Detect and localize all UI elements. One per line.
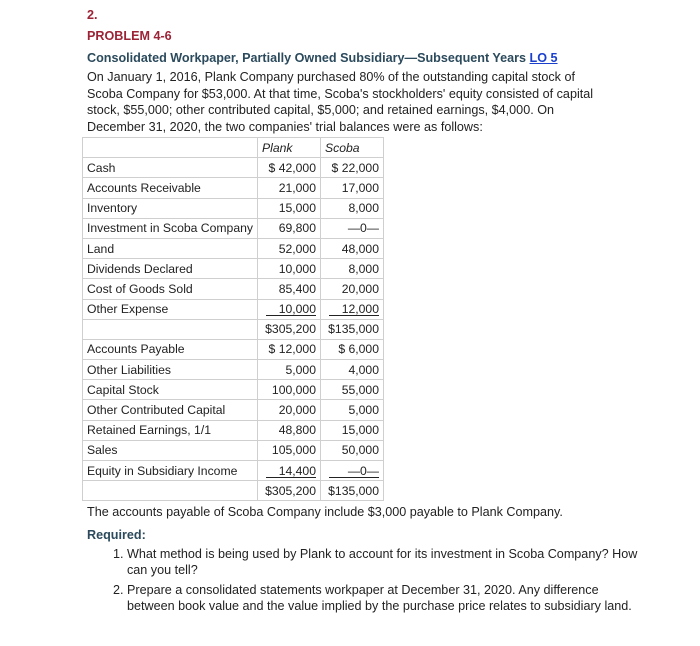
plank-value-cell xyxy=(257,481,320,501)
row-label-cell xyxy=(83,319,258,339)
row-label-cell xyxy=(83,420,258,440)
row-label: Investment in Scoba Company xyxy=(87,221,253,236)
plank-value-cell xyxy=(257,218,320,238)
table-row xyxy=(83,400,384,420)
plank-value-cell xyxy=(257,299,320,319)
row-label: Accounts Payable xyxy=(87,342,185,357)
plank-value: 48,800 xyxy=(278,423,316,438)
plank-value-cell xyxy=(257,158,320,178)
plank-value-cell xyxy=(257,339,320,359)
scoba-value-cell xyxy=(320,380,383,400)
plank-value-cell xyxy=(257,440,320,460)
plank-value-cell xyxy=(257,259,320,279)
plank-value-cell xyxy=(257,279,320,299)
row-label-cell xyxy=(83,400,258,420)
row-label: Land xyxy=(87,241,115,256)
row-label-cell xyxy=(83,380,258,400)
plank-value: 15,000 xyxy=(278,201,316,216)
scoba-value: 15,000 xyxy=(341,423,379,438)
row-label: Retained Earnings, 1/1 xyxy=(87,423,211,438)
scoba-value-cell xyxy=(320,461,383,481)
scoba-value-cell xyxy=(320,198,383,218)
plank-value: 10,000 xyxy=(278,261,316,276)
intro-paragraph: On January 1, 2016, Plank Company purchased 80% of the outstanding capital stock of Scoba Company for $53,000. At that time, Scoba's stockholders' equity consisted of capital stock, $55,000; other contributed capital, $5,000; and retained earnings, $4,000. On December 31, 2020, the two companies' trial balances were as follows: xyxy=(87,70,594,134)
row-label-cell xyxy=(83,299,258,319)
scoba-value: $135,000 xyxy=(328,483,379,498)
row-label: Sales xyxy=(87,443,118,458)
scoba-value-cell xyxy=(320,299,383,319)
plank-value: 20,000 xyxy=(278,403,316,418)
scoba-value-cell xyxy=(320,259,383,279)
plank-value: 52,000 xyxy=(278,241,316,256)
problem-subtitle xyxy=(87,51,558,65)
row-label-cell xyxy=(83,218,258,238)
plank-value: 100,000 xyxy=(271,382,316,397)
row-label-cell xyxy=(83,481,258,501)
scoba-value: 17,000 xyxy=(341,180,379,195)
scoba-value: —0— xyxy=(347,221,379,236)
scoba-value: 20,000 xyxy=(341,281,379,296)
column-header: Scoba xyxy=(320,138,383,158)
plank-value-cell xyxy=(257,198,320,218)
required-list xyxy=(87,546,647,618)
plank-value-cell xyxy=(257,380,320,400)
row-label: Cost of Goods Sold xyxy=(87,281,193,296)
learning-objective-link[interactable]: LO 5 xyxy=(529,51,558,65)
table-row xyxy=(83,339,384,359)
column-header xyxy=(83,138,258,158)
plank-value: 85,400 xyxy=(278,281,316,296)
plank-value: 10,000 xyxy=(266,303,316,316)
scoba-value: 55,000 xyxy=(341,382,379,397)
plank-value-cell xyxy=(257,400,320,420)
plank-value: $305,200 xyxy=(265,322,316,337)
scoba-value: —0— xyxy=(329,465,379,478)
scoba-value-cell xyxy=(320,319,383,339)
row-label: Other Liabilities xyxy=(87,362,171,377)
table-row xyxy=(83,218,384,238)
plank-value-cell xyxy=(257,420,320,440)
row-label: Dividends Declared xyxy=(87,261,193,276)
row-label-cell xyxy=(83,259,258,279)
row-label: Inventory xyxy=(87,201,138,216)
plank-value: $ 12,000 xyxy=(268,342,316,357)
scoba-value-cell xyxy=(320,178,383,198)
scoba-value-cell xyxy=(320,279,383,299)
table-row xyxy=(83,380,384,400)
plank-value-cell xyxy=(257,319,320,339)
plank-value-cell xyxy=(257,360,320,380)
scoba-value: $ 22,000 xyxy=(331,160,379,175)
table-row xyxy=(83,279,384,299)
required-item: 2. Prepare a consolidated statements workpaper at December 31, 2020. Any difference between book value and the value implied by the purchase price relates to subsidiary land. xyxy=(127,582,647,614)
table-row xyxy=(83,299,384,319)
row-label: Cash xyxy=(87,160,116,175)
row-label-cell xyxy=(83,360,258,380)
table-row xyxy=(83,178,384,198)
row-label-cell xyxy=(83,279,258,299)
required-item: 1. What method is being used by Plank to account for its investment in Scoba Company? How can you tell? xyxy=(127,546,647,578)
scoba-value-cell xyxy=(320,481,383,501)
row-label: Accounts Receivable xyxy=(87,180,201,195)
scoba-value: 50,000 xyxy=(341,443,379,458)
scoba-value: $135,000 xyxy=(328,322,379,337)
scoba-value-cell xyxy=(320,360,383,380)
table-row xyxy=(83,238,384,258)
scoba-value: 8,000 xyxy=(348,201,379,216)
table-row xyxy=(83,198,384,218)
trial-balance-table xyxy=(82,137,384,501)
scoba-value-cell xyxy=(320,218,383,238)
scoba-value: 12,000 xyxy=(329,303,379,316)
note-text: The accounts payable of Scoba Company include $3,000 payable to Plank Company. xyxy=(87,505,563,519)
row-label-cell xyxy=(83,158,258,178)
table-row xyxy=(83,259,384,279)
table-row xyxy=(83,461,384,481)
row-label: Other Contributed Capital xyxy=(87,403,226,418)
plank-value: 69,800 xyxy=(278,221,316,236)
plank-value-cell xyxy=(257,461,320,481)
row-label-cell xyxy=(83,440,258,460)
table-row xyxy=(83,481,384,501)
scoba-value-cell xyxy=(320,339,383,359)
scoba-value-cell xyxy=(320,400,383,420)
subtitle-text: Consolidated Workpaper, Partially Owned Subsidiary—Subsequent Years xyxy=(87,51,527,65)
row-label-cell xyxy=(83,238,258,258)
row-label: Other Expense xyxy=(87,302,169,317)
scoba-value: 4,000 xyxy=(348,362,379,377)
plank-value: 5,000 xyxy=(285,362,316,377)
scoba-value: 5,000 xyxy=(348,403,379,418)
scoba-value-cell xyxy=(320,158,383,178)
table-row xyxy=(83,440,384,460)
row-label-cell xyxy=(83,461,258,481)
required-label: Required: xyxy=(87,528,146,542)
scoba-value: 8,000 xyxy=(348,261,379,276)
plank-value-cell xyxy=(257,178,320,198)
scoba-value: 48,000 xyxy=(341,241,379,256)
scoba-value-cell xyxy=(320,238,383,258)
plank-value: 21,000 xyxy=(278,180,316,195)
plank-value-cell xyxy=(257,238,320,258)
scoba-value: $ 6,000 xyxy=(338,342,379,357)
column-header: Plank xyxy=(257,138,320,158)
plank-value: 105,000 xyxy=(271,443,316,458)
table-row xyxy=(83,420,384,440)
table-row xyxy=(83,158,384,178)
plank-value: $305,200 xyxy=(265,483,316,498)
scoba-value-cell xyxy=(320,440,383,460)
problem-title: PROBLEM 4-6 xyxy=(87,29,172,43)
row-label: Capital Stock xyxy=(87,382,159,397)
question-number: 2. xyxy=(87,8,98,22)
plank-value: $ 42,000 xyxy=(268,160,316,175)
table-row xyxy=(83,360,384,380)
row-label-cell xyxy=(83,178,258,198)
scoba-value-cell xyxy=(320,420,383,440)
row-label-cell xyxy=(83,198,258,218)
row-label-cell xyxy=(83,339,258,359)
table-row xyxy=(83,319,384,339)
row-label: Equity in Subsidiary Income xyxy=(87,463,238,478)
plank-value: 14,400 xyxy=(266,465,316,478)
table-header-row xyxy=(83,138,384,158)
